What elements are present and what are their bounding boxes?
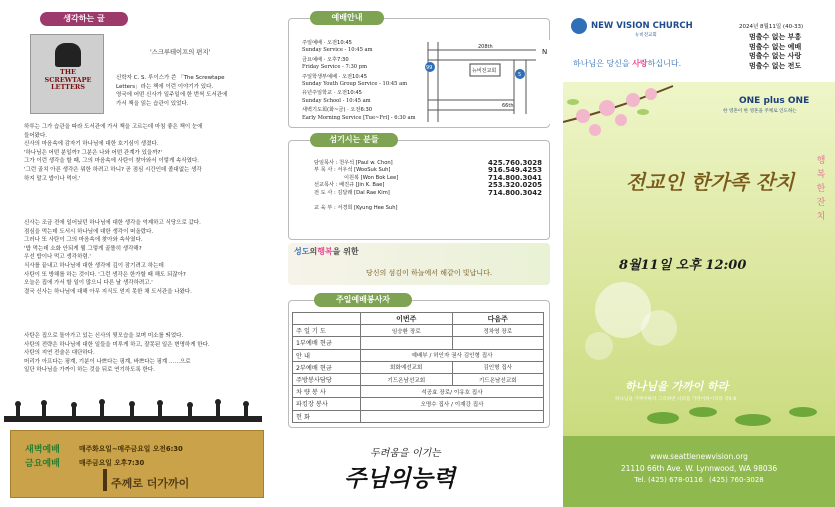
body-paragraph-1: 하루는 그가 습관을 따라 도서관에 가서 책을 고르는데 마침 좋은 책이 눈에 들어왔다. 신사의 마음속에 감자기 하나님에 대한 호기심이 생겼다. '하나님은 어떤 분일까? 그분은 나와 어떤 관계가 있을까?' 그가 이런 생각을 할 때, 그의 마음속에 사탄이 찾아와서 이렇게 속삭였다. '그런 골치 아픈 생각은 뭐한 하려고 하니? 곧 점심 시간인데 졸대없는 생각 하지 말고 밥이나 먹어.' — [24, 124, 203, 182]
map-north-label: N — [542, 48, 548, 56]
staff-row: 선교목사 : 배진규 [Jin K. Bae] 253.320.0205 — [314, 181, 542, 190]
body-paragraph-2: 신사는 조금 전에 일어났던 하나님에 대한 생각을 억제하고 식당으로 갔다. 점심을 먹는데 도서시 하나님에 대한 생각이 떠올랐다. 그러나 또 사탄이 그의 마음속에 찾아와 속삭였다. '밥 먹는데 소화 안되게 뭘 그렇게 골똘히 생각해? 우선 밥이나 먹고 생각하렴.' 식사를 끝내고 하나님에 대한 생각에 깊이 잠기려고 하는데 사탄이 또 방해를 하는 것이다. '그런 생각은 한가할 때 해도 되잖아? 오늘은 집에 가서 할 일이 많으니 다른 날 생각하려고.' 결국 신사는 하나님에 대해 아무 지식도 얻지 못한 채 도서관을 나왔다. — [24, 220, 201, 295]
side-vertical-text: 행 복 한 잔 치 — [816, 156, 826, 222]
crowd-silhouette-image — [4, 398, 262, 422]
info-panel — [278, 0, 560, 507]
book-cover-text: THE SCREWTAPE LETTERS — [44, 68, 92, 91]
staff-list — [314, 160, 542, 212]
map-exit-label: 5 — [518, 72, 522, 78]
staff-education: 교 육 부 : 서경희 [Kyung Hee Suh] — [314, 205, 398, 212]
banner-time-friday: 매주금요일 오후7:30 — [79, 459, 145, 467]
calligraphy-small: 두려움을 이기는 — [370, 448, 441, 459]
staff-row: 담임목사 : 천우석 [Paul w. Chon] 425.760.3028 — [314, 159, 542, 167]
happiness-ad — [288, 243, 550, 285]
map-street-label: 208th — [478, 44, 493, 50]
address: 21110 66th Ave. W. Lynnwood, WA 98036 — [620, 464, 778, 473]
ad-text: 당신의 섬김이 하늘에서 해같이 빛납니다. — [366, 269, 493, 277]
map-ave-label: 66th — [502, 103, 514, 109]
banner-label-friday: 금요예배 — [25, 459, 60, 469]
section-header-servers: 주일예배봉사자 — [314, 293, 412, 307]
event-title: 전교인 한가족 잔치 — [625, 170, 795, 194]
map-hwy-label: 99 — [426, 65, 433, 71]
oneplus-logo: ONE plus ONE — [739, 96, 810, 106]
cover-panel — [563, 0, 835, 507]
section-header-reflection: 생각하는 글 — [40, 12, 128, 26]
early-morning-banner — [10, 430, 264, 498]
section-header-worship: 예배안내 — [310, 11, 384, 25]
church-name: NEW VISION CHURCH — [591, 21, 693, 31]
table-row: 1부예배 현금 — [293, 337, 544, 349]
banner-label-dawn: 새벽예배 — [25, 445, 60, 455]
table-header-row: 이번주 다음주 — [293, 313, 544, 325]
motto-list: 멈출수 없는 부흥 멈출수 없는 예배 멈출수 없는 사랑 멈출수 없는 전도 — [749, 33, 802, 70]
table-row: 차 량 봉 사 석공효 장로/ 이유호 집사 — [293, 386, 544, 398]
table-row: 안 내 예배부 / 허인자 권사 김인형 집사 — [293, 349, 544, 361]
cover-footer — [563, 436, 835, 507]
bulletin-date: 2024년 8월11일 (40-33) — [739, 24, 804, 30]
reflection-panel — [0, 0, 275, 507]
slogan: 하나님을 가까이 하라 — [625, 380, 729, 393]
staff-row: 부 목 사 : 서우석 [WooSuk Suh] 916.549.4253 — [314, 166, 542, 175]
phone-line: Tel. (425) 678-0116 (425) 760-3028 — [634, 476, 764, 484]
calligraphy-big: 주님의능력 — [344, 465, 456, 492]
intro-paragraph: 신학자 C. S. 루이스가 쓴 「The Screwtape Letters」라는 책에 이런 이야기가 있다. 영국에 어떤 신사가 일주일에 한 번씩 도서관에 가서 책을 읽는 습관이 있었다. — [116, 75, 228, 107]
body-paragraph-3: 사탄은 집으로 돌아가고 있는 신사의 뒷모습을 보며 미소를 띄었다. 사탄의 전략은 하나님에 대한 일들을 미루게 하고, 잘못된 일은 변명하게 한다. 사탄의 지연 전술은 대단하다. 머리가 아프다는 핑계, 기분이 나쁘다는 핑계, 바쁘다는 핑계 ……으로 일단 하나님을 가까이 하는 것을 뒤로 연기하도록 한다. — [24, 333, 210, 374]
love-tagline: 하나님은 당신을 사랑하십니다. — [573, 59, 682, 68]
cover-artwork — [563, 82, 835, 436]
church-name-ko: 뉴비전교회 — [635, 33, 657, 38]
map-church-label: 뉴비전교회 — [472, 68, 497, 74]
banner-time-dawn: 매주화요일~매주금요일 오전6:30 — [79, 445, 183, 453]
event-time: 8월11일 오후 12:00 — [619, 258, 747, 273]
church-logo-icon — [571, 18, 587, 34]
staff-row: 전 도 사 : 김달래 [Dal Rae Kim] 714.800.3042 — [314, 188, 542, 197]
table-row: 헌 화 — [293, 410, 544, 422]
slogan-verse: 하나님을 가까이하라 그리하면 너희를 가까이하시리라 약4:8 — [615, 397, 737, 402]
cross-icon — [103, 469, 107, 491]
banner-slogan: 주께로 더가까이 — [111, 477, 190, 490]
website-link[interactable]: www.seattlenewvision.org — [650, 452, 748, 461]
oneplus-subtitle: 한 영혼이 한 영혼을 주께로 인도하는 — [723, 109, 797, 114]
table-row: 주방봉사담당 기드온남선교회 기드온남선교회 — [293, 373, 544, 385]
location-map — [418, 40, 558, 124]
ad-title: 성도의행복을 위한 — [294, 247, 359, 256]
cover-header — [563, 0, 835, 82]
book-cover-image — [30, 34, 104, 114]
staff-row: 이원복 [Won Bok Lee] 714.800.3041 — [344, 173, 542, 182]
servers-table — [292, 312, 544, 423]
table-row: 2부예배 현금 회화예선교회 김인형 집사 — [293, 361, 544, 373]
book-title: '스크루테이프의 편지' — [150, 49, 211, 56]
table-row: 파킹장 봉사 오명수 집사 / 이재강 집사 — [293, 398, 544, 410]
table-row: 주 일 기 도 임승환 장로 정차영 장로 — [293, 325, 544, 337]
section-header-staff: 섬기시는 분들 — [310, 133, 398, 147]
service-list: 주일예배 · 오전10:45 Sunday Service - 10:45 am 금요예배 · 오후7:30 Friday Service - 7:30 pm 주일학생부예배 · 오전10:45 Sunday Youth Group Service - 10:45 am 유년주일학교 · 오전10:45 Sunday School - 10:45 am 새벽기도회(화~금) · 오전6:30 Early Morning Service [Tue~Fri] - 6:30 am — [302, 40, 416, 121]
